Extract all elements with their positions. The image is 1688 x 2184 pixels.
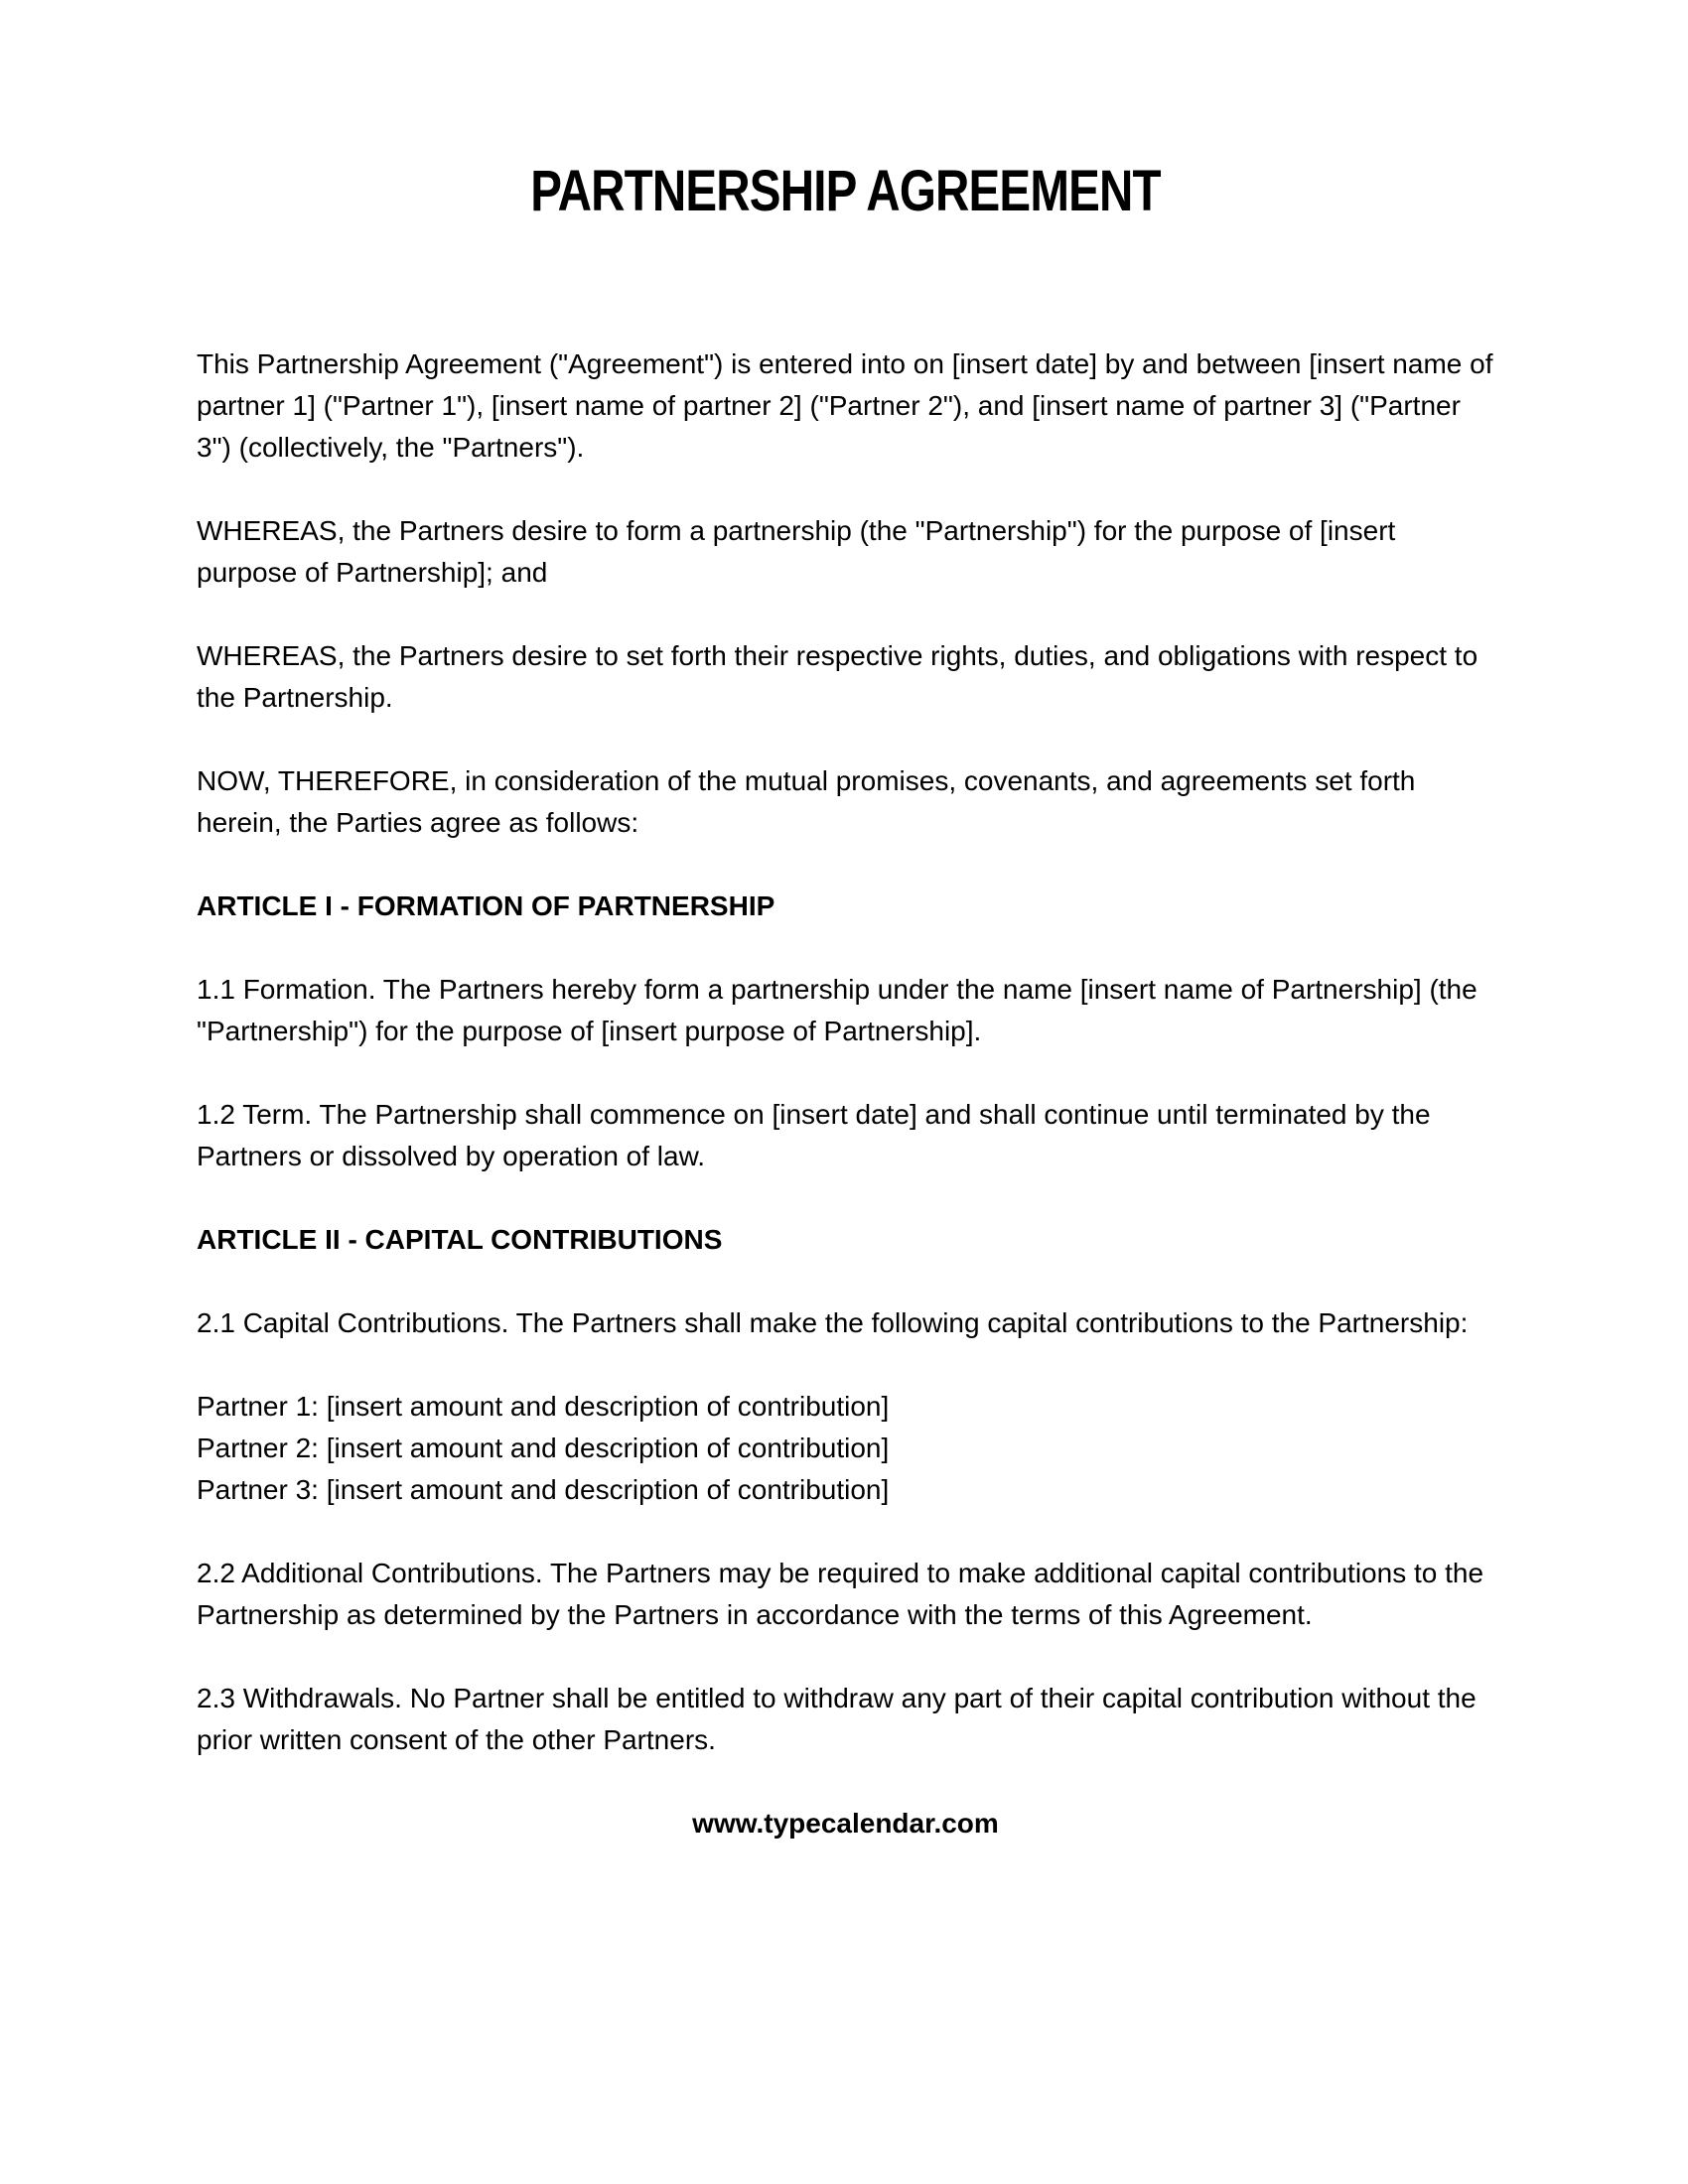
now-therefore-clause: NOW, THEREFORE, in consideration of the mutual promises, covenants, and agreements set forth herein, the Parties agree as follows: [197,765,1416,838]
whereas-clause-2: WHEREAS, the Partners desire to set forth their respective rights, duties, and obligations with respect to the Partnership. [197,640,1478,713]
partner-1-contribution-line: Partner 1: [insert amount and description of contribution] [197,1391,890,1422]
page-title: PARTNERSHIP AGREEMENT [530,159,1161,223]
partner-contribution-list [197,1386,1494,1511]
partner-2-contribution-line: Partner 2: [insert amount and description of contribution] [197,1433,890,1463]
clause-2-1-capital-contributions: 2.1 Capital Contributions. The Partners shall make the following capital contributions to the Partnership: [197,1307,1469,1338]
clause-2-2-additional-contributions: 2.2 Additional Contributions. The Partners may be required to make additional capital contributions to the Partnership as determined by the Partners in accordance with the terms of this Agreement. [197,1558,1484,1630]
clause-1-1-formation: 1.1 Formation. The Partners hereby form a partnership under the name [insert name of Partnership] (the "Partnership") for the purpose of [insert purpose of Partnership]. [197,974,1477,1046]
intro-paragraph: This Partnership Agreement ("Agreement") is entered into on [insert date] by and between [insert name of partner 1] ("Partner 1"), [insert name of partner 2] ("Partner 2"), and [insert name of partner 3] ("Partner 3") (collectively, the "Partners"). [197,348,1493,463]
clause-1-2-term: 1.2 Term. The Partnership shall commence on [insert date] and shall continue until terminated by the Partners or dissolved by operation of law. [197,1099,1431,1171]
section-heading-article-2: ARTICLE II - CAPITAL CONTRIBUTIONS [197,1224,723,1255]
section-heading-article-1: ARTICLE I - FORMATION OF PARTNERSHIP [197,890,775,921]
partner-3-contribution-line: Partner 3: [insert amount and description of contribution] [197,1474,890,1505]
document-body [197,343,1494,1761]
footer-url: www.typecalendar.com [692,1808,999,1839]
whereas-clause-1: WHEREAS, the Partners desire to form a partnership (the "Partnership") for the purpose of [insert purpose of Partnership]; and [197,515,1396,588]
clause-2-3-withdrawals: 2.3 Withdrawals. No Partner shall be entitled to withdraw any part of their capital contribution without the prior written consent of the other Partners. [197,1683,1477,1755]
